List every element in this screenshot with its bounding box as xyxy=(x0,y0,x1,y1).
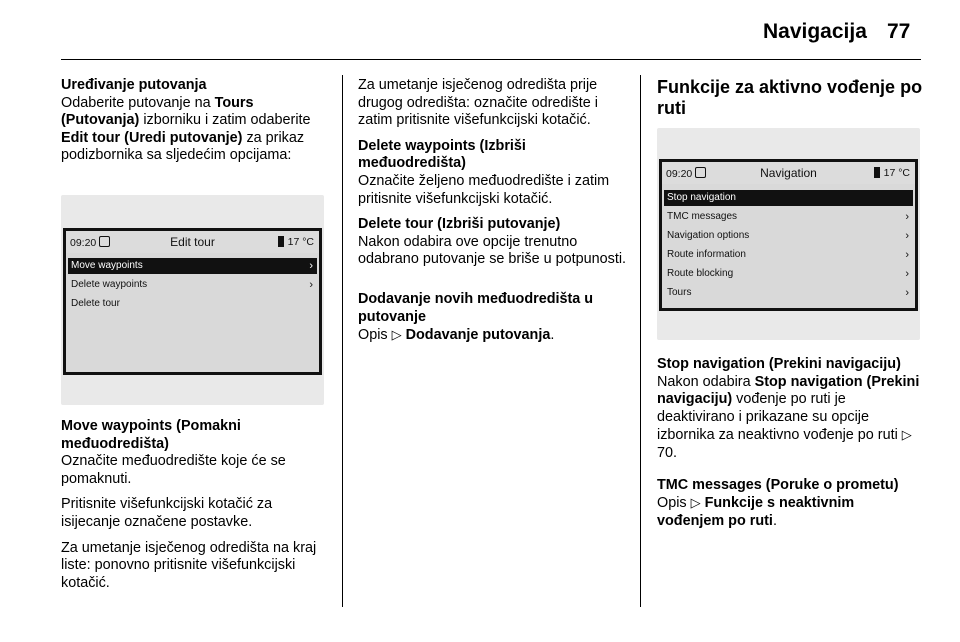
menu-item-route-information[interactable] xyxy=(664,247,913,263)
menu-item-delete-waypoints[interactable] xyxy=(68,277,317,293)
screen-status-bar xyxy=(662,162,915,184)
page-header-title: Navigacija xyxy=(763,20,867,43)
menu-item-label: Move waypoints xyxy=(71,260,143,271)
link-inactive-guidance[interactable]: Funkcije s neaktivnim vođenjem po ruti xyxy=(657,495,855,529)
arrow-reference-icon: ▷ xyxy=(690,495,701,511)
paragraph-move-3: Za umetanje isječenog odredišta na kraj liste: ponovno pritisnite višefunkcijski kotačić. xyxy=(61,539,317,591)
chevron-right-icon: › xyxy=(309,279,313,291)
heading-add-waypoints: Dodavanje novih međuodredišta u putovanje xyxy=(358,290,594,325)
chevron-right-icon: › xyxy=(905,211,909,223)
menu-item-navigation-options[interactable] xyxy=(664,228,913,244)
paragraph-stop-navigation: Nakon odabira Stop navigation (Prekini navigaciju) vođenje po ruti je deaktivirano i prikazane su opcije izbornika za neaktivno vođenje po ruti ▷ 70. xyxy=(657,373,920,461)
paragraph-move-2: Pritisnite višefunkcijski kotačić za isijecanje označene postavke. xyxy=(61,496,273,530)
arrow-reference-icon: ▷ xyxy=(391,327,402,343)
arrow-reference-icon: ▷ xyxy=(901,427,912,443)
chevron-right-icon: › xyxy=(905,249,909,261)
paragraph-delete-waypoints: Označite željeno međuodredište i zatim pritisnite višefunkcijski kotačić. xyxy=(358,172,610,207)
menu-item-tours[interactable] xyxy=(664,285,913,301)
screen-status-bar xyxy=(66,231,319,253)
heading-tmc-messages: TMC messages (Poruke o prometu) xyxy=(657,476,899,493)
menu-item-label: Route blocking xyxy=(667,268,734,279)
screen-title: Edit tour xyxy=(170,235,215,249)
menu-item-delete-tour[interactable] xyxy=(68,296,317,312)
link-dodavanje-putovanja[interactable]: Dodavanje putovanja xyxy=(405,327,551,344)
heading-delete-waypoints: Delete waypoints (Izbriši međuodredišta) xyxy=(358,137,526,172)
column-1-lower xyxy=(61,418,333,600)
menu-item-label: Navigation options xyxy=(667,230,750,241)
screen-time: 09:20 xyxy=(666,167,706,180)
phone-icon xyxy=(874,167,880,178)
chevron-right-icon: › xyxy=(309,260,313,272)
column-divider-1 xyxy=(342,75,343,607)
menu-item-label: Stop navigation xyxy=(667,192,736,203)
section-heading-edit-tour: Uređivanje putovanja xyxy=(61,77,207,93)
page-reference[interactable]: 70. xyxy=(657,444,678,461)
column-3 xyxy=(657,77,923,127)
phone-icon xyxy=(278,236,284,247)
page-number: 77 xyxy=(887,20,911,43)
paragraph-move-1: Označite međuodredište koje će se pomaknuti. xyxy=(61,453,286,487)
menu-item-stop-navigation[interactable] xyxy=(664,190,913,206)
paragraph-edit-tour: Odaberite putovanje na Tours (Putovanja) izborniku i zatim odaberite Edit tour (Uredi putovanje) za prikaz podizbornika sa sljedećim opcijama: xyxy=(61,94,311,164)
menu-item-move-waypoints[interactable] xyxy=(68,258,317,274)
heading-stop-navigation: Stop navigation (Prekini navigaciju) xyxy=(657,356,901,372)
column-divider-2 xyxy=(640,75,641,607)
column-3-lower xyxy=(657,356,923,538)
menu-item-route-blocking[interactable] xyxy=(664,266,913,282)
paragraph-delete-tour: Nakon odabira ove opcije trenutno odabrano putovanje se briše u potpunosti. xyxy=(358,233,627,268)
section-title-active-guidance: Funkcije za aktivno vođenje po ruti xyxy=(657,77,923,118)
menu-item-label: Route information xyxy=(667,249,746,260)
paragraph-insert: Za umetanje isječenog odredišta prije drugog odredišta: označite odredište i zatim pritisnite višefunkcijski kotačić. xyxy=(358,77,598,129)
chevron-right-icon: › xyxy=(905,287,909,299)
edit-tour-screen xyxy=(63,228,322,375)
column-2 xyxy=(358,77,634,353)
menu-item-tmc-messages[interactable] xyxy=(664,209,913,225)
paragraph-tmc-messages: Opis ▷ Funkcije s neaktivnim vođenjem po ruti. xyxy=(657,495,855,529)
header-rule xyxy=(61,59,921,60)
menu-item-label: TMC messages xyxy=(667,211,738,222)
heading-delete-tour: Delete tour (Izbriši putovanje) xyxy=(358,216,561,233)
screen-temperature: 17 °C xyxy=(874,167,910,179)
chevron-right-icon: › xyxy=(905,230,909,242)
screen-temperature: 17 °C xyxy=(278,236,314,248)
column-1 xyxy=(61,77,333,173)
paragraph-add-waypoints: Opis ▷ Dodavanje putovanja. xyxy=(358,327,555,344)
menu-item-label: Delete waypoints xyxy=(71,279,148,290)
menu-item-label: Delete tour xyxy=(71,298,120,309)
screen-title: Navigation xyxy=(760,166,817,180)
menu-item-label: Tours xyxy=(667,287,692,298)
navigation-screen xyxy=(659,159,918,311)
chevron-right-icon: › xyxy=(905,268,909,280)
screen-time: 09:20 xyxy=(70,236,110,249)
heading-move-waypoints: Move waypoints (Pomakni međuodredišta) xyxy=(61,418,241,452)
